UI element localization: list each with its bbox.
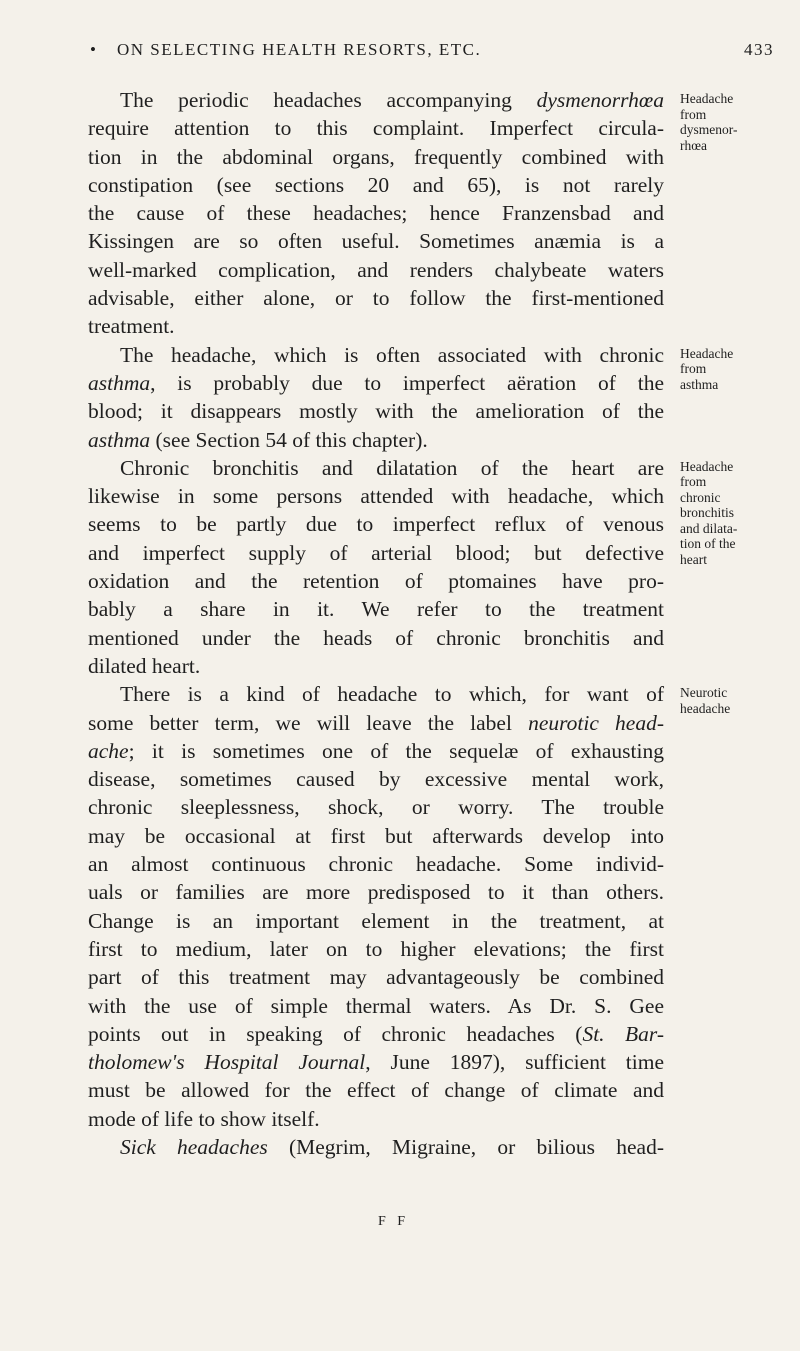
text-line: [88, 369, 664, 397]
text-fragment: with the use of simple thermal waters. As Dr. S. Gee: [88, 993, 664, 1018]
body-text: [88, 86, 664, 1161]
text-fragment: , June 1897), sufficient time: [365, 1050, 664, 1075]
text-fragment: chronic sleeplessness, shock, or worry. The trouble: [88, 795, 664, 820]
margin-note-line: heart: [680, 551, 707, 567]
text-line: [88, 963, 664, 991]
italic-text: ache: [88, 738, 129, 763]
text-fragment: must be allowed for the effect of change of climate and: [88, 1078, 664, 1103]
text-fragment: mentioned under the heads of chronic bronchitis and: [88, 625, 664, 650]
text-line: [88, 567, 664, 595]
text-fragment: treatment.: [88, 314, 175, 339]
text-fragment: ; it is sometimes one of the sequelæ of exhausting: [128, 738, 664, 763]
text-fragment: seems to be partly due to imperfect reflux of venous: [88, 512, 664, 537]
text-line: [88, 595, 664, 623]
text-line: [88, 510, 664, 538]
margin-note: [680, 459, 790, 568]
text-fragment: dilated heart.: [88, 653, 201, 678]
margin-note: [680, 91, 790, 153]
italic-text: tholomew's Hospital Journal: [88, 1050, 366, 1075]
text-fragment: constipation (see sections 20 and 65), is not rarely: [88, 172, 664, 197]
text-fragment: require attention to this complaint. Imperfect circula-: [88, 116, 664, 141]
italic-text: neurotic head-: [528, 710, 664, 735]
text-line: [88, 199, 664, 227]
margin-note-line: asthma: [680, 376, 719, 392]
margin-note-line: Neurotic: [680, 685, 728, 701]
text-line: [88, 992, 664, 1020]
text-fragment: likewise in some persons attended with headache, which: [88, 484, 664, 509]
text-line: [88, 539, 664, 567]
text-fragment: some better term, we will leave the label: [88, 710, 529, 735]
text-line: [88, 171, 664, 199]
text-line: [88, 426, 664, 454]
text-fragment: The headache, which is often associated with chronic: [120, 342, 664, 367]
italic-text: asthma: [88, 427, 151, 452]
text-line: [88, 935, 664, 963]
italic-text: St. Bar-: [582, 1021, 664, 1046]
text-fragment: The periodic headaches accompanying: [120, 88, 537, 112]
text-line: [88, 114, 664, 142]
margin-note-line: from: [680, 106, 707, 122]
text-line: [88, 822, 664, 850]
margin-note-line: tion of the: [680, 536, 736, 552]
text-line: [88, 1133, 664, 1161]
text-fragment: blood; it disappears mostly with the amelioration of the: [88, 399, 664, 424]
text-fragment: tion in the abdominal organs, frequently combined with: [88, 144, 664, 169]
text-fragment: Change is an important element in the treatment, at: [88, 908, 664, 933]
text-fragment: Chronic bronchitis and dilatation of the heart are: [120, 455, 664, 480]
text-line: [88, 284, 664, 312]
text-line: [88, 1105, 664, 1133]
text-line: [88, 765, 664, 793]
italic-text: dysmenorrhœa: [536, 88, 664, 112]
text-line: [88, 312, 664, 340]
margin-note: [680, 685, 790, 716]
text-fragment: There is a kind of headache to which, for want of: [120, 682, 664, 707]
text-fragment: well-marked complication, and renders chalybeate waters: [88, 257, 664, 282]
text-line: [88, 793, 664, 821]
text-fragment: mode of life to show itself.: [88, 1106, 320, 1131]
running-head-bullet: •: [90, 40, 98, 59]
text-fragment: (Megrim, Migraine, or bilious head-: [267, 1134, 664, 1159]
signature-mark: F F: [378, 1214, 410, 1229]
text-line: [88, 1076, 664, 1104]
margin-note-line: and dilata-: [680, 520, 738, 536]
text-fragment: first to medium, later on to higher elevations; the first: [88, 936, 664, 961]
margin-note: [680, 346, 790, 393]
text-fragment: (see Section 54 of this chapter).: [150, 427, 428, 452]
text-line: [88, 1020, 664, 1048]
margin-note-line: dysmenor-: [680, 122, 738, 137]
text-fragment: , is probably due to imperfect aëration of the: [150, 370, 664, 395]
text-fragment: oxidation and the retention of ptomaines have pro-: [88, 569, 664, 594]
text-fragment: points out in speaking of chronic headaches (: [88, 1021, 583, 1046]
margin-note-line: from: [680, 361, 707, 377]
text-line: [88, 227, 664, 255]
italic-text: Sick headaches: [120, 1134, 268, 1159]
margin-note-line: Headache: [680, 91, 734, 106]
margin-note-line: Headache: [680, 458, 734, 474]
text-line: [88, 454, 664, 482]
text-line: [88, 850, 664, 878]
text-fragment: may be occasional at first but afterwards develop into: [88, 823, 664, 848]
text-line: [88, 86, 664, 114]
text-fragment: part of this treatment may advantageously be combined: [88, 965, 664, 990]
running-head-title: ON SELECTING HEALTH RESORTS, ETC.: [117, 40, 482, 59]
text-line: [88, 143, 664, 171]
text-fragment: bably a share in it. We refer to the treatment: [88, 597, 664, 622]
margin-note-line: chronic: [680, 489, 721, 505]
text-fragment: Kissingen are so often useful. Sometimes anæmia is a: [88, 229, 664, 254]
page-number: 433: [744, 40, 774, 59]
text-line: [88, 256, 664, 284]
margin-note-line: headache: [680, 700, 731, 716]
running-head: [0, 40, 800, 74]
text-line: [88, 737, 664, 765]
text-line: [88, 878, 664, 906]
text-fragment: and imperfect supply of arterial blood; but defective: [88, 540, 664, 565]
margin-note-line: Headache: [680, 345, 734, 361]
text-fragment: uals or families are more predisposed to it than others.: [88, 880, 664, 905]
margin-note-line: from: [680, 474, 707, 490]
text-fragment: advisable, either alone, or to follow the first-mentioned: [88, 286, 664, 311]
text-line: [88, 397, 664, 425]
margin-note-line: bronchitis: [680, 505, 734, 521]
margin-note-line: rhœa: [680, 137, 707, 153]
text-fragment: an almost continuous chronic headache. Some individ-: [88, 852, 664, 877]
text-line: [88, 1048, 664, 1076]
text-line: [88, 341, 664, 369]
italic-text: asthma: [88, 370, 151, 395]
text-line: [88, 907, 664, 935]
text-fragment: the cause of these headaches; hence Franzensbad and: [88, 201, 664, 226]
text-line: [88, 680, 664, 708]
text-line: [88, 624, 664, 652]
text-fragment: disease, sometimes caused by excessive mental work,: [88, 767, 664, 792]
text-line: [88, 652, 664, 680]
text-line: [88, 482, 664, 510]
text-line: [88, 709, 664, 737]
